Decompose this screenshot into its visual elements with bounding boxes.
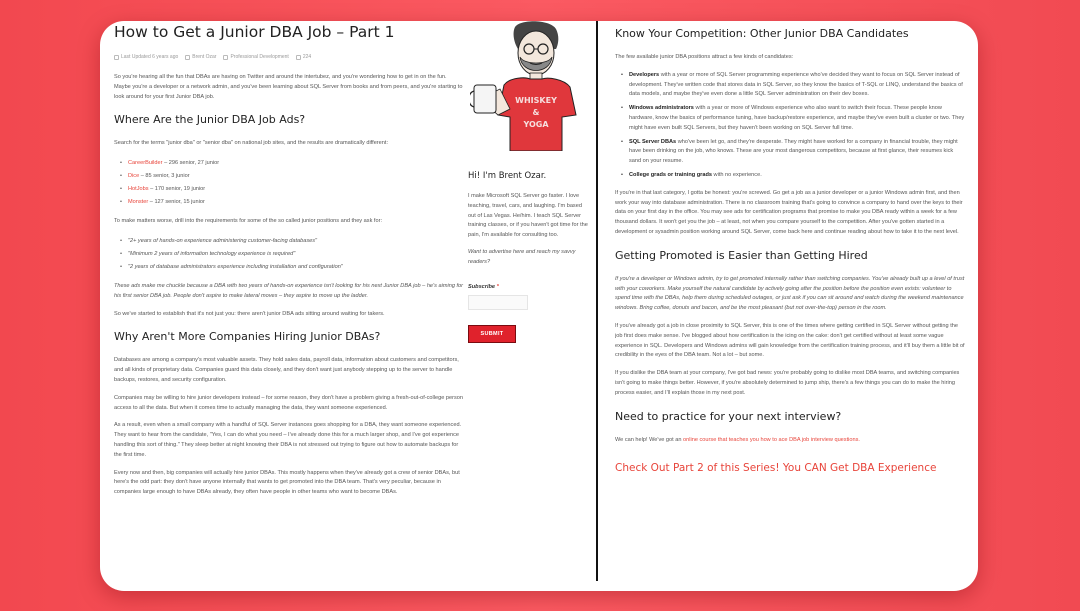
candidate-type: Developers bbox=[629, 71, 660, 78]
list-item: • "Minimum 2 years of information technology experience is required" bbox=[128, 248, 464, 261]
author-illustration bbox=[470, 21, 588, 151]
ads-paragraph: Search for the terms "junior dba" or "senior dba" on national job sites, and the results are dramatically different: bbox=[114, 140, 388, 147]
candidate-type: College grads or training grads bbox=[629, 171, 712, 178]
site-count: – 170 senior, 19 junior bbox=[148, 186, 206, 193]
folder-icon bbox=[223, 55, 228, 60]
comment-icon bbox=[296, 55, 301, 60]
promo-paragraph-3: If you dislike the DBA team at your company, I've got bad news: you're probably going to dislike most DBA teams, and switching companies isn't going to make things better. However, if you're absolutely determined to jump ship, there's a few things you can do to make the hiring process easier, and I'll explain those in my next post. bbox=[615, 370, 960, 396]
competition-paragraph: The few available junior DBA positions attract a few kinds of candidates: bbox=[615, 54, 794, 60]
subscribe-label-text: Subscribe bbox=[468, 283, 496, 290]
required-marker: * bbox=[496, 283, 499, 290]
list-item bbox=[629, 104, 965, 133]
advertise-text[interactable]: Want to advertise here and reach my savvy readers? bbox=[468, 248, 576, 265]
updated-text: Last Updated 6 years ago bbox=[121, 54, 179, 60]
article-card bbox=[100, 21, 978, 591]
article-right-column bbox=[615, 21, 965, 591]
post-meta bbox=[114, 54, 464, 60]
last-category-paragraph: If you're in that last category, I gotta be honest: you're screwed. Go get a job as a junior developer or a junior Windows admin first, and then work your way into database administration. There is no classroom training that's going to convince a company to hand over the keys to their data on your first day in the office. You may see ads for certification programs that promise to make you DBA ready within a week for a few thousand dollars. It won't get you the job – at least, not when you compare yourself to the competition. After you've gotten started in a development or sysadmin position working around SQL Server, come back here and continue reading about how to take it to the next level. bbox=[615, 189, 963, 235]
heading-why: Why Aren't More Companies Hiring Junior DBAs? bbox=[114, 330, 381, 344]
column-divider bbox=[596, 21, 598, 581]
candidate-type: Windows administrators bbox=[629, 105, 694, 112]
drill-paragraph: To make matters worse, drill into the requirements for some of the so called junior positions and they ask for: bbox=[114, 218, 383, 225]
list-item bbox=[629, 71, 965, 100]
author-sidebar bbox=[468, 21, 590, 591]
list-item bbox=[128, 157, 464, 170]
comment-count[interactable]: 224 bbox=[302, 54, 312, 60]
intro-paragraph: So you're hearing all the fun that DBAs are having on Twitter and around the intertubez, and you're wondering how to get in on the fun. Maybe you're a developer or a network admin, and you've been learning about SQL Server from books and from peers, and you're starting to look around for your first Junior DBA job. bbox=[114, 74, 463, 100]
author-bio: I make Microsoft SQL Server go faster. I love teaching, travel, cars, and laughing. I'm based out of Las Vegas. He/him. I teach SQL Server training classes, or if you haven't got time for the pain, I'm available for consulting too. bbox=[468, 193, 588, 239]
candidate-list bbox=[629, 71, 965, 181]
shirt-text-2: & bbox=[532, 108, 540, 117]
list-item: • "2+ years of hands-on experience administering customer-facing databases" bbox=[128, 235, 464, 248]
chuckle-paragraph: These ads make me chuckle because a DBA with two years of hands-on experience isn't looking for his next Junior DBA job – he's aiming for his first senior DBA job. People don't aspire to make lateral moves – they aspire to move up the ladder. bbox=[114, 282, 464, 299]
heading-job-ads: Where Are the Junior DBA Job Ads? bbox=[114, 113, 306, 127]
candidate-desc: who've been let go, and they're desperate. They might have worked for a company in financial trouble, they might have been drinking on the job, who knows. These are your most dangerous competitors, because at first glance, their resumes kick sand on your resume. bbox=[629, 138, 958, 165]
site-link[interactable]: Dice bbox=[128, 173, 140, 180]
site-count: – 127 senior, 15 junior bbox=[148, 199, 205, 206]
list-item bbox=[128, 196, 464, 209]
subscribe-label bbox=[468, 284, 590, 290]
shirt-text-3: YOGA bbox=[523, 120, 549, 129]
meta-updated bbox=[114, 54, 178, 60]
practice-lead: We can help! We've got an bbox=[615, 436, 684, 443]
submit-button[interactable]: SUBMIT bbox=[468, 325, 516, 343]
site-link[interactable]: Monster bbox=[128, 199, 149, 206]
promo-paragraph-2: If you've already got a job in close proximity to SQL Server, this is one of the times where getting certified in SQL Server without getting the job first does make sense. I've blogged about how certification is the icing on the cake: don't get certified without at least some vague experience in SQL. Developers and Windows admins will gain knowledge from the certification training process, and it'll buy them a little bit of credibility in the eyes of the DBA team. Not a lot – but some. bbox=[615, 322, 965, 359]
practice-paragraph bbox=[615, 436, 965, 446]
subscribe-email-input[interactable] bbox=[468, 295, 528, 310]
candidate-type: SQL Server DBAs bbox=[629, 138, 677, 145]
heading-promoted: Getting Promoted is Easier than Getting Hired bbox=[615, 248, 868, 262]
candidate-desc: with no experience. bbox=[712, 171, 762, 178]
why-paragraph-2: Companies may be willing to hire junior developers instead – for some reason, they don't have a problem giving a fresh-out-of-college person access to all the data. But when it comes time to actually managing the data, they want someone experienced. bbox=[114, 394, 464, 411]
job-site-list bbox=[128, 157, 464, 209]
author-portrait bbox=[468, 21, 590, 161]
site-link[interactable]: CareerBuilder bbox=[128, 160, 163, 167]
site-link[interactable]: HotJobs bbox=[128, 186, 149, 193]
article-left-column bbox=[114, 21, 464, 591]
clock-icon bbox=[114, 55, 119, 60]
candidate-desc: with a year or more of Windows experience who also want to switch their focus. These people know hardware, know the basics of performance tuning, have backup/restore experience, and maybe they've even built a cluster or two. They might have even built SQL Servers, but they haven't been working on SQL Server full time. bbox=[629, 105, 965, 131]
list-item bbox=[629, 171, 965, 181]
page-title: How to Get a Junior DBA Job – Part 1 bbox=[114, 23, 395, 41]
author-greeting: Hi! I'm Brent Ozar. bbox=[468, 171, 547, 181]
user-icon bbox=[185, 55, 190, 60]
author-link[interactable]: Brent Ozar bbox=[192, 54, 217, 60]
why-paragraph-3: As a result, even when a small company with a handful of SQL Server instances goes shopping for a DBA, they want someone experienced. They want to hear from the candidate, "Yes, I can do what you need – I've already done this for a much larger shop, and I've got experience handling this sort of thing." They sleep better at night knowing their DBA is not stressed out trying to figure out how to automate backups for the first time. bbox=[114, 422, 462, 458]
course-link[interactable]: online course that teaches you how to ace DBA job interview questions. bbox=[683, 436, 860, 443]
settle-paragraph: So we've started to establish that it's not just you: there aren't junior DBA ads sitting around waiting for takers. bbox=[114, 310, 385, 317]
heading-competition: Know Your Competition: Other Junior DBA Candidates bbox=[615, 27, 909, 40]
list-item bbox=[629, 138, 965, 167]
site-count: – 296 senior, 27 junior bbox=[162, 160, 220, 167]
list-item bbox=[128, 170, 464, 183]
part-2-link[interactable]: Check Out Part 2 of this Series! You CAN Get DBA Experience bbox=[615, 462, 937, 475]
candidate-desc: with a year or more of SQL Server programming experience who've decided they want to focus on SQL Server instead of development. They've written code that stores data in SQL Server, so they know the basics of T-SQL or LINQ, understand the basics of data models, and maybe they've even done a little SQL Server administration on their dev boxes. bbox=[629, 71, 963, 98]
heading-practice: Need to practice for your next interview? bbox=[615, 409, 842, 423]
meta-category[interactable] bbox=[223, 54, 288, 60]
promo-paragraph-1: If you're a developer or Windows admin, try to get promoted internally rather than switching companies. You've already built up a level of trust with your coworkers. Make yourself the natural candidate by actively going after the position before the position even exists: volunteer to spend time with the DBAs, help them during scheduled outages, or just ask if you can sit around and watch during the weekend maintenance windows. Bring coffee, donuts and bacon, and be the most pleasant (but not over-the-top) person in the room. bbox=[615, 275, 965, 312]
meta-author[interactable] bbox=[185, 54, 216, 60]
category-link[interactable]: Professional Development bbox=[230, 54, 289, 60]
why-paragraph-4: Every now and then, big companies will actually hire junior DBAs. This mostly happens when they've already got a crew of senior DBAs, but here's the odd part: they don't have anyone internally that wants to get promoted into the DBA team. That's very peculiar, because in companies large enough to have DBAs already, they often have people in other teams who want to become DBAs. bbox=[114, 469, 460, 496]
list-item: • "2 years of database administrators experience including installation and configuration" bbox=[128, 261, 464, 274]
meta-comments[interactable] bbox=[296, 54, 311, 60]
list-item bbox=[128, 183, 464, 196]
why-paragraph-1: Databases are among a company's most valuable assets. They hold sales data, payroll data, information about customers and competitors, and all kinds of proprietary data. Companies guard this data closely, and they don't want just anybody stepping up to the server to handle backups, restores, and security configuration. bbox=[114, 357, 459, 383]
site-count: – 85 senior, 3 junior bbox=[139, 173, 190, 180]
shirt-text-1: WHISKEY bbox=[515, 96, 557, 105]
requirements-list bbox=[128, 235, 464, 274]
